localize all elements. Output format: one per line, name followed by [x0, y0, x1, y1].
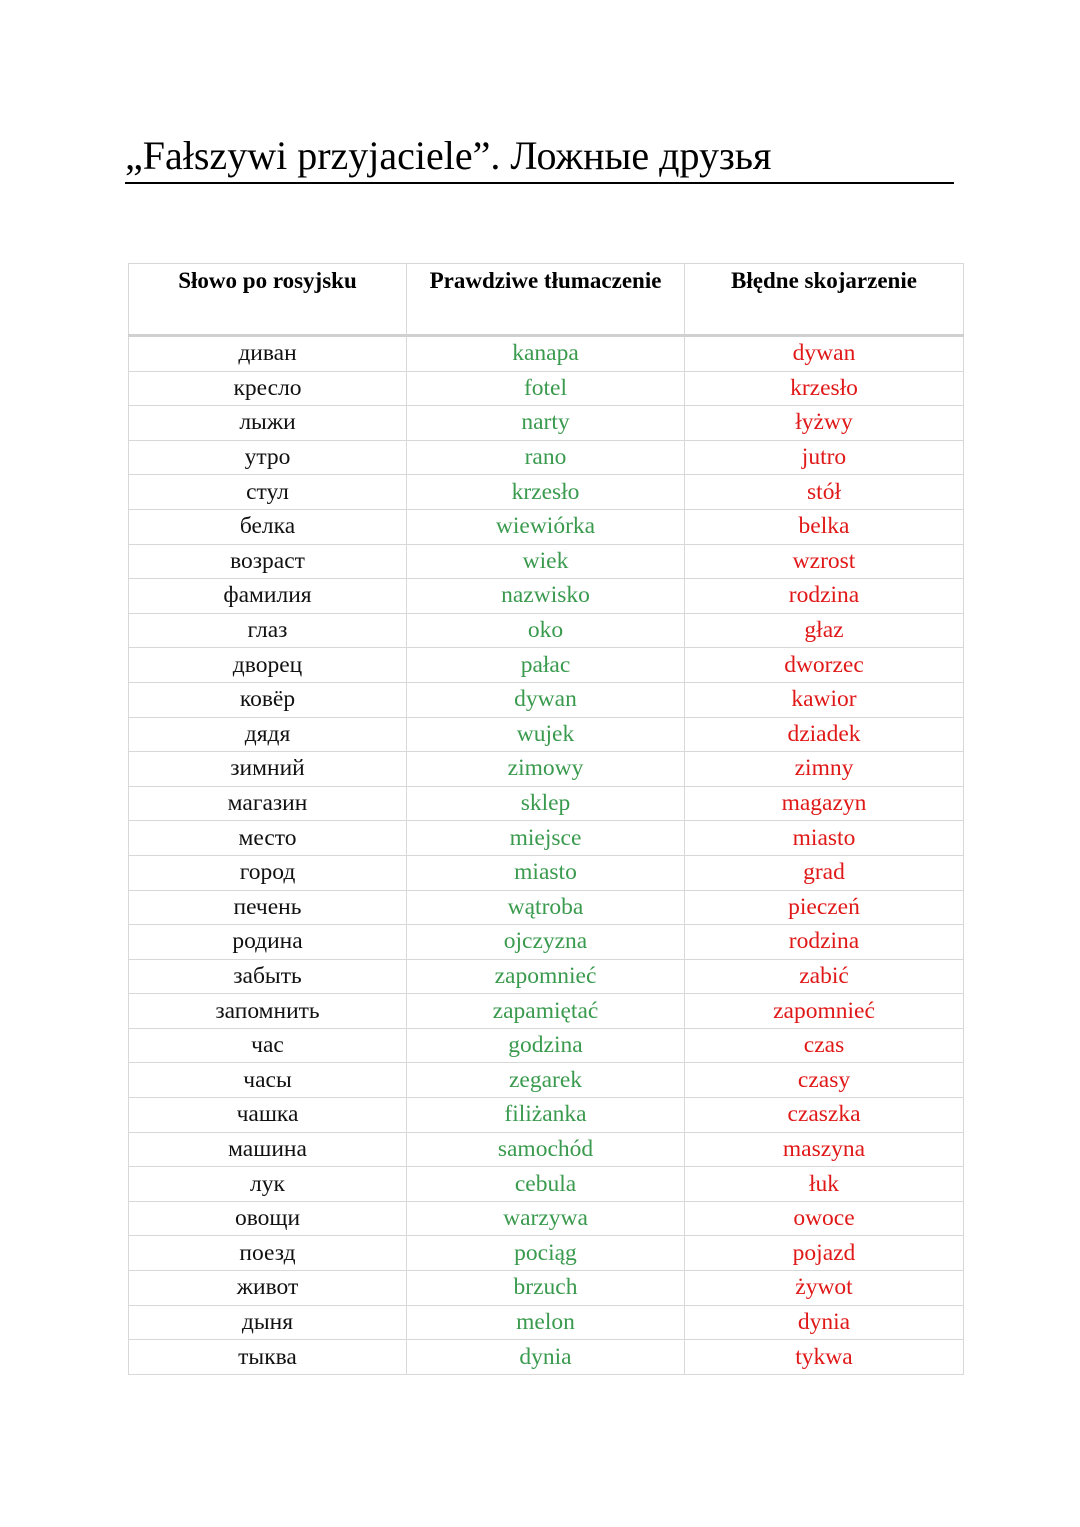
true-translation: miejsce	[407, 821, 685, 856]
russian-word: город	[129, 855, 407, 890]
true-translation: pałac	[407, 648, 685, 683]
russian-word: диван	[129, 336, 407, 372]
false-association: zimny	[685, 752, 964, 787]
false-association: belka	[685, 509, 964, 544]
true-translation: narty	[407, 406, 685, 441]
true-translation: fotel	[407, 371, 685, 406]
false-association: żywot	[685, 1271, 964, 1306]
russian-word: овощи	[129, 1201, 407, 1236]
table-row	[129, 1201, 964, 1236]
false-association: rodzina	[685, 925, 964, 960]
true-translation: warzywa	[407, 1201, 685, 1236]
table-row	[129, 717, 964, 752]
table-row	[129, 890, 964, 925]
table-row	[129, 1236, 964, 1271]
russian-word: возраст	[129, 544, 407, 579]
russian-word: глаз	[129, 613, 407, 648]
false-association: czasy	[685, 1063, 964, 1098]
false-association: jutro	[685, 440, 964, 475]
true-translation: wątroba	[407, 890, 685, 925]
false-association: czaszka	[685, 1098, 964, 1133]
russian-word: дыня	[129, 1305, 407, 1340]
true-translation: krzesło	[407, 475, 685, 510]
table-row	[129, 1098, 964, 1133]
russian-word: ковёр	[129, 682, 407, 717]
false-association: dynia	[685, 1305, 964, 1340]
true-translation: miasto	[407, 855, 685, 890]
table-row	[129, 406, 964, 441]
true-translation: samochód	[407, 1132, 685, 1167]
false-association: magazyn	[685, 786, 964, 821]
table-row	[129, 1305, 964, 1340]
table-row	[129, 925, 964, 960]
russian-word: утро	[129, 440, 407, 475]
false-association: łyżwy	[685, 406, 964, 441]
russian-word: магазин	[129, 786, 407, 821]
true-translation: filiżanka	[407, 1098, 685, 1133]
russian-word: часы	[129, 1063, 407, 1098]
false-association: grad	[685, 855, 964, 890]
table-row	[129, 752, 964, 787]
true-translation: cebula	[407, 1167, 685, 1202]
false-association: pieczeń	[685, 890, 964, 925]
false-association: tykwa	[685, 1340, 964, 1375]
false-association: maszyna	[685, 1132, 964, 1167]
false-association: wzrost	[685, 544, 964, 579]
table-header-row	[129, 264, 964, 336]
russian-word: родина	[129, 925, 407, 960]
true-translation: wiek	[407, 544, 685, 579]
true-translation: pociąg	[407, 1236, 685, 1271]
false-friends-table	[128, 263, 964, 1375]
false-association: dywan	[685, 336, 964, 372]
false-association: miasto	[685, 821, 964, 856]
true-translation: zimowy	[407, 752, 685, 787]
false-association: pojazd	[685, 1236, 964, 1271]
table-row	[129, 855, 964, 890]
russian-word: живот	[129, 1271, 407, 1306]
false-association: stół	[685, 475, 964, 510]
false-association: kawior	[685, 682, 964, 717]
header-russian-word: Słowo po rosyjsku	[129, 264, 407, 336]
true-translation: brzuch	[407, 1271, 685, 1306]
table-row	[129, 648, 964, 683]
russian-word: дворец	[129, 648, 407, 683]
true-translation: nazwisko	[407, 579, 685, 614]
russian-word: место	[129, 821, 407, 856]
page-title: „Fałszywi przyjaciele”. Ложные друзья	[125, 130, 954, 184]
table-row	[129, 1028, 964, 1063]
table-row	[129, 475, 964, 510]
russian-word: поезд	[129, 1236, 407, 1271]
russian-word: час	[129, 1028, 407, 1063]
table-row	[129, 371, 964, 406]
table-row	[129, 682, 964, 717]
table-row	[129, 786, 964, 821]
table-row	[129, 1271, 964, 1306]
table-row	[129, 1132, 964, 1167]
russian-word: лыжи	[129, 406, 407, 441]
table-row	[129, 959, 964, 994]
true-translation: zapamiętać	[407, 994, 685, 1029]
table-row	[129, 1167, 964, 1202]
russian-word: стул	[129, 475, 407, 510]
true-translation: rano	[407, 440, 685, 475]
true-translation: kanapa	[407, 336, 685, 372]
russian-word: кресло	[129, 371, 407, 406]
table-row	[129, 994, 964, 1029]
russian-word: дядя	[129, 717, 407, 752]
russian-word: забыть	[129, 959, 407, 994]
true-translation: sklep	[407, 786, 685, 821]
russian-word: зимний	[129, 752, 407, 787]
true-translation: dywan	[407, 682, 685, 717]
russian-word: фамилия	[129, 579, 407, 614]
table-row	[129, 336, 964, 372]
true-translation: oko	[407, 613, 685, 648]
table-row	[129, 1340, 964, 1375]
table-row	[129, 1063, 964, 1098]
header-false-association: Błędne skojarzenie	[685, 264, 964, 336]
false-association: zapomnieć	[685, 994, 964, 1029]
true-translation: zapomnieć	[407, 959, 685, 994]
true-translation: melon	[407, 1305, 685, 1340]
false-association: rodzina	[685, 579, 964, 614]
table-row	[129, 544, 964, 579]
false-association: krzesło	[685, 371, 964, 406]
russian-word: белка	[129, 509, 407, 544]
true-translation: wiewiórka	[407, 509, 685, 544]
true-translation: wujek	[407, 717, 685, 752]
false-association: zabić	[685, 959, 964, 994]
true-translation: zegarek	[407, 1063, 685, 1098]
table-row	[129, 509, 964, 544]
false-association: łuk	[685, 1167, 964, 1202]
false-association: głaz	[685, 613, 964, 648]
table-row	[129, 440, 964, 475]
table-row	[129, 579, 964, 614]
header-true-translation: Prawdziwe tłumaczenie	[407, 264, 685, 336]
russian-word: лук	[129, 1167, 407, 1202]
false-association: dworzec	[685, 648, 964, 683]
russian-word: машина	[129, 1132, 407, 1167]
russian-word: печень	[129, 890, 407, 925]
false-association: dziadek	[685, 717, 964, 752]
table-row	[129, 613, 964, 648]
russian-word: тыква	[129, 1340, 407, 1375]
false-association: czas	[685, 1028, 964, 1063]
true-translation: dynia	[407, 1340, 685, 1375]
table-row	[129, 821, 964, 856]
true-translation: godzina	[407, 1028, 685, 1063]
true-translation: ojczyzna	[407, 925, 685, 960]
false-association: owoce	[685, 1201, 964, 1236]
russian-word: чашка	[129, 1098, 407, 1133]
russian-word: запомнить	[129, 994, 407, 1029]
